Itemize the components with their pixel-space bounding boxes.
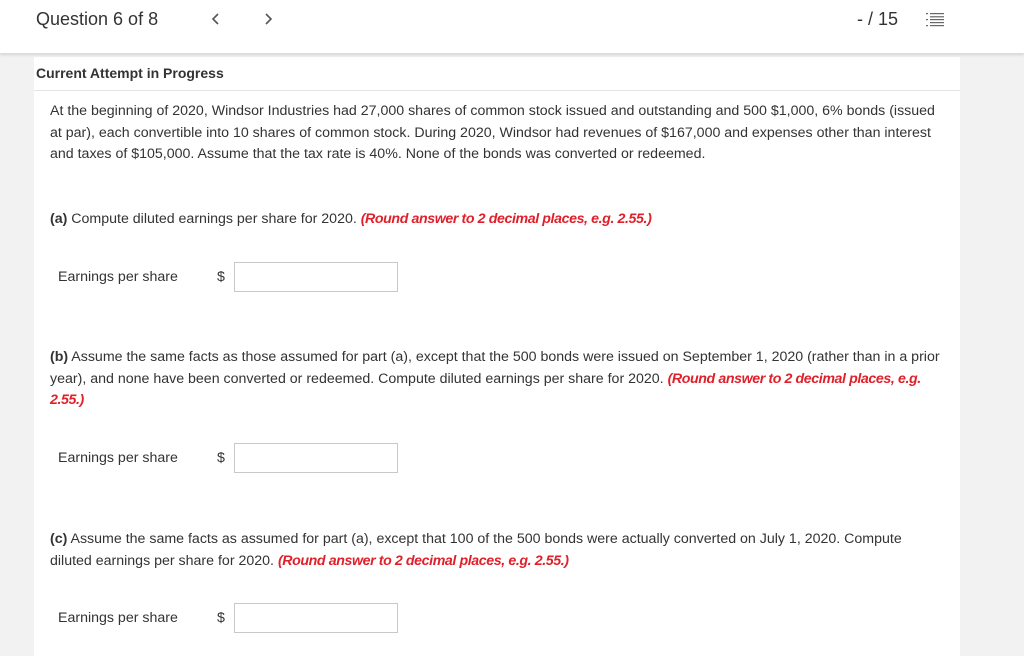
question-panel <box>34 57 960 656</box>
part-a-eps-input[interactable] <box>234 262 398 292</box>
part-b-eps-input[interactable] <box>234 443 398 473</box>
previous-question-button[interactable] <box>208 8 224 31</box>
part-b-field-label: Earnings per share <box>58 450 178 466</box>
question-header <box>0 0 1024 53</box>
part-c-currency: $ <box>217 610 225 626</box>
problem-statement: At the beginning of 2020, Windsor Industries had 27,000 shares of common stock issued and outstanding and 500 $1,000, 6% bonds (issued at par), each convertible into 10 shares of common stock. During 2020, Windsor had revenues of $167,000 and expenses other than interest and taxes of $105,000. Assume that the tax rate is 40%. None of the bonds was converted or redeemed. <box>50 103 935 162</box>
part-c-eps-input[interactable] <box>234 603 398 633</box>
part-b-text: Assume the same facts as those assumed for part (a), except that the 500 bonds were issued on September 1, 2020 (rather than in a prior year), and none have been converted or redeemed. Compute diluted earnings per share for 2020. <box>50 349 940 387</box>
part-a-field-label: Earnings per share <box>58 269 178 285</box>
chevron-right-icon <box>263 12 273 26</box>
part-a-text: Compute diluted earnings per share for 2020. <box>67 211 361 227</box>
part-b-question <box>50 347 940 412</box>
part-c-label: (c) <box>50 531 68 547</box>
part-a-hint: (Round answer to 2 decimal places, e.g. 2.55.) <box>360 211 652 227</box>
next-question-button[interactable] <box>260 8 276 31</box>
question-counter: Question 6 of 8 <box>36 9 159 29</box>
part-c-question <box>50 529 940 572</box>
score-display: - / 15 <box>856 9 898 29</box>
question-list-button[interactable] <box>926 11 944 29</box>
chevron-left-icon <box>211 12 221 26</box>
part-c-text: Assume the same facts as assumed for part (a), except that 100 of the 500 bonds were actually converted on July 1, 2020. Compute diluted earnings per share for 2020. <box>50 531 902 569</box>
numbered-list-icon <box>926 11 944 29</box>
attempt-status: Current Attempt in Progress <box>36 65 224 81</box>
part-b-label: (b) <box>50 349 69 365</box>
attempt-header <box>34 57 960 91</box>
part-a-currency: $ <box>217 269 225 285</box>
part-b-currency: $ <box>217 450 225 466</box>
part-b-hint: (Round answer to 2 decimal places, e.g. 2.55.) <box>50 370 921 408</box>
part-a-question <box>50 209 940 231</box>
part-a-label: (a) <box>50 211 68 227</box>
part-c-field-label: Earnings per share <box>58 610 178 626</box>
part-c-hint: (Round answer to 2 decimal places, e.g. 2.55.) <box>277 552 569 569</box>
